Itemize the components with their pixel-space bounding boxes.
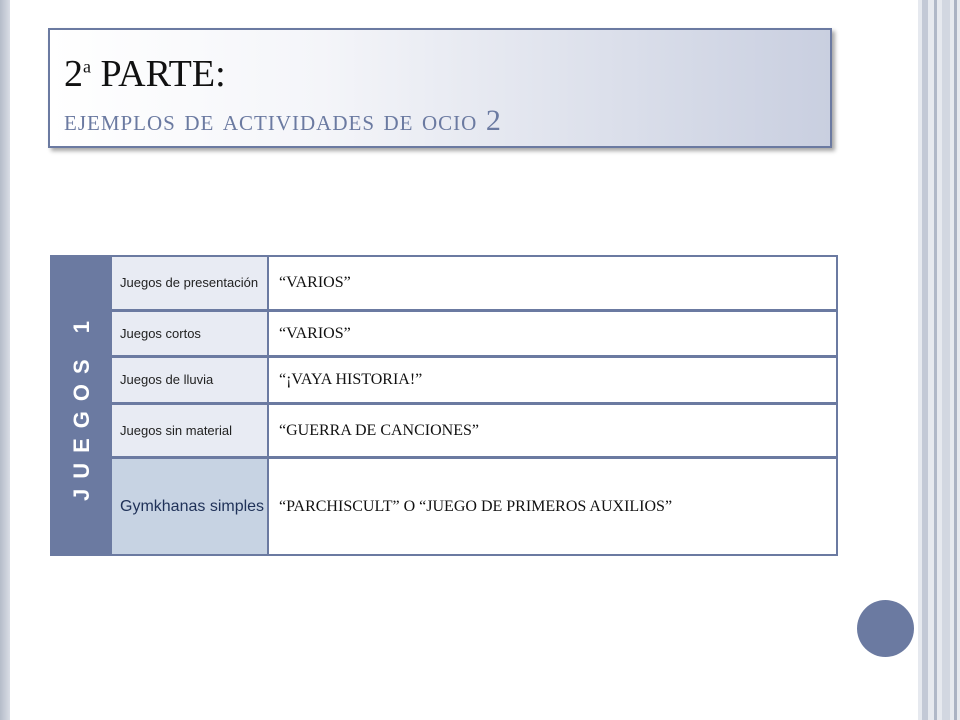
group-band — [52, 257, 112, 554]
table-row — [112, 312, 836, 355]
column-divider — [267, 257, 269, 554]
slide-title — [64, 52, 226, 96]
table-row — [112, 257, 836, 309]
category-cell: Juegos sin material — [112, 405, 267, 456]
table-row — [112, 358, 836, 402]
example-cell: “GUERRA DE CANCIONES” — [279, 421, 479, 439]
title-main: PARTE: — [100, 53, 226, 95]
category-cell: Juegos de lluvia — [112, 358, 267, 402]
category-cell: Juegos de presentación — [112, 257, 267, 309]
example-cell: “VARIOS” — [279, 274, 351, 291]
example-cell: “PARCHISCULT” O “JUEGO DE PRIMEROS AUXILIOS” — [279, 497, 673, 515]
example-cell: “VARIOS” — [279, 324, 351, 342]
left-frame-border — [0, 0, 10, 720]
right-frame-border — [918, 0, 960, 720]
slide-subtitle: ejemplos de actividades de ocio 2 — [64, 104, 502, 137]
title-box — [48, 28, 832, 148]
category-cell: Juegos cortos — [112, 312, 267, 355]
title-superscript: a — [83, 56, 91, 77]
table-row — [112, 405, 836, 456]
group-label: JUEGOS 1 — [69, 310, 94, 502]
example-cell: “¡VAYA HISTORIA!” — [279, 371, 423, 388]
decorative-circle — [857, 600, 914, 657]
title-number: 2 — [64, 53, 83, 95]
activities-table — [50, 255, 838, 556]
table-row — [112, 459, 836, 554]
category-cell-highlighted: Gymkhanas simples — [112, 459, 267, 554]
